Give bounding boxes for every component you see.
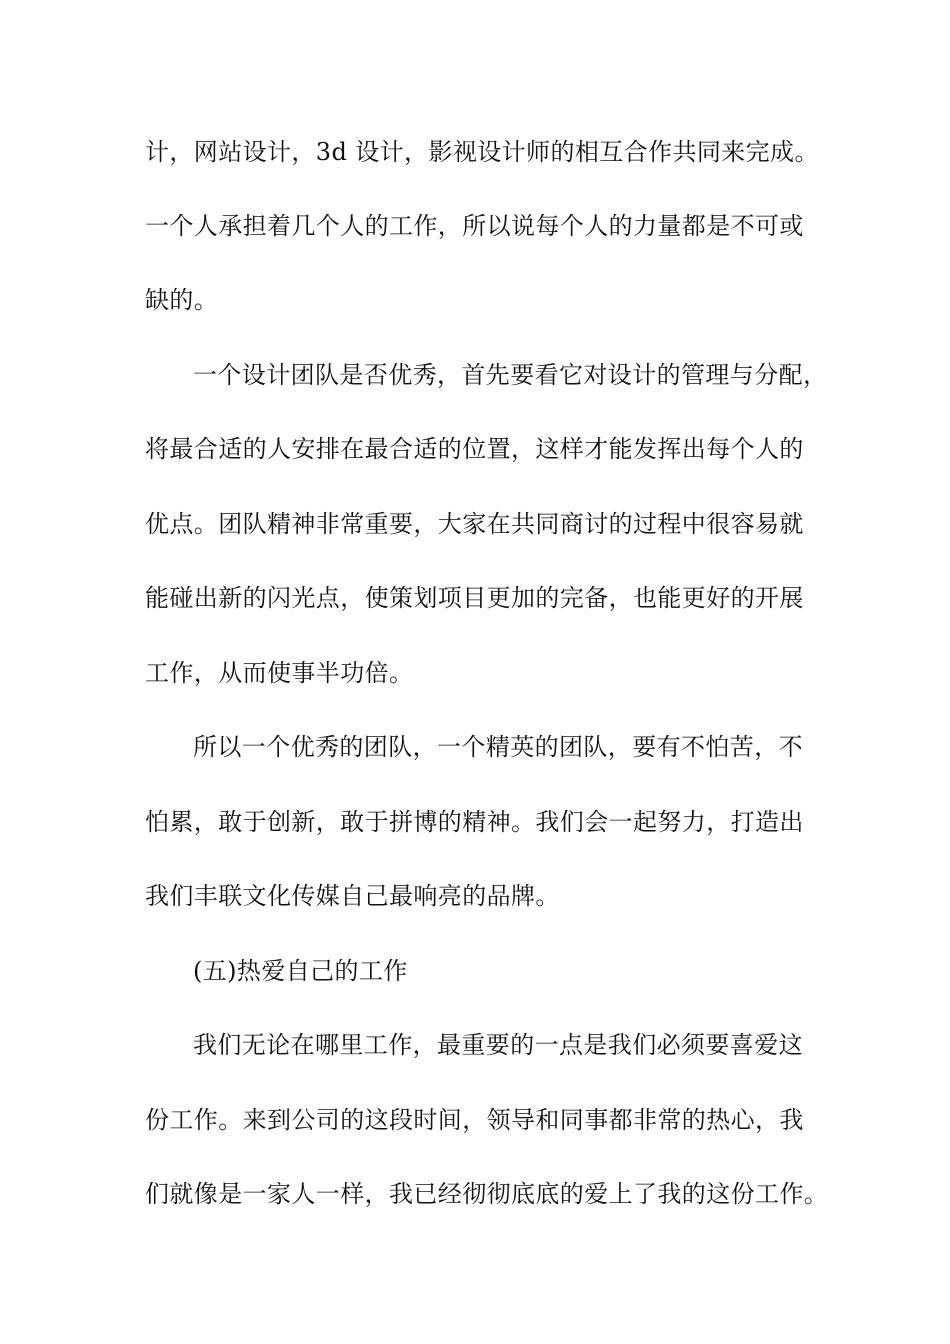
text-line: 优点。团队精神非常重要，大家在共同商讨的过程中很容易就 [145, 510, 804, 538]
paragraph-start-line: 一个设计团队是否优秀，首先要看它对设计的管理与分配， [193, 361, 828, 389]
text-line: 将最合适的人安排在最合适的位置，这样才能发挥出每个人的 [145, 435, 804, 463]
text-line: 一个人承担着几个人的工作，所以说每个人的力量都是不可或 [145, 212, 804, 240]
paragraph-start-line: 我们无论在哪里工作，最重要的一点是我们必须要喜爱这 [193, 1031, 803, 1059]
text-line: 能碰出新的闪光点，使策划项目更加的完备，也能更好的开展 [145, 584, 804, 612]
text-line: 计，网站设计，3d 设计，影视设计师的相互合作共同来完成。 [145, 138, 819, 166]
paragraph-start-line: 所以一个优秀的团队，一个精英的团队，要有不怕苦，不 [193, 733, 803, 761]
text-line: 份工作。来到公司的这段时间，领导和同事都非常的热心，我 [145, 1106, 804, 1134]
text-line: 怕累，敢于创新，敢于拼博的精神。我们会一起努力，打造出 [145, 808, 804, 836]
section-heading: (五)热爱自己的工作 [193, 957, 408, 985]
text-line: 工作，从而使事半功倍。 [145, 659, 414, 687]
text-line: 缺的。 [145, 286, 219, 314]
text-line: 我们丰联文化传媒自己最响亮的品牌。 [145, 882, 560, 910]
text-line: 们就像是一家人一样，我已经彻彻底底的爱上了我的这份工作。 [145, 1180, 829, 1208]
